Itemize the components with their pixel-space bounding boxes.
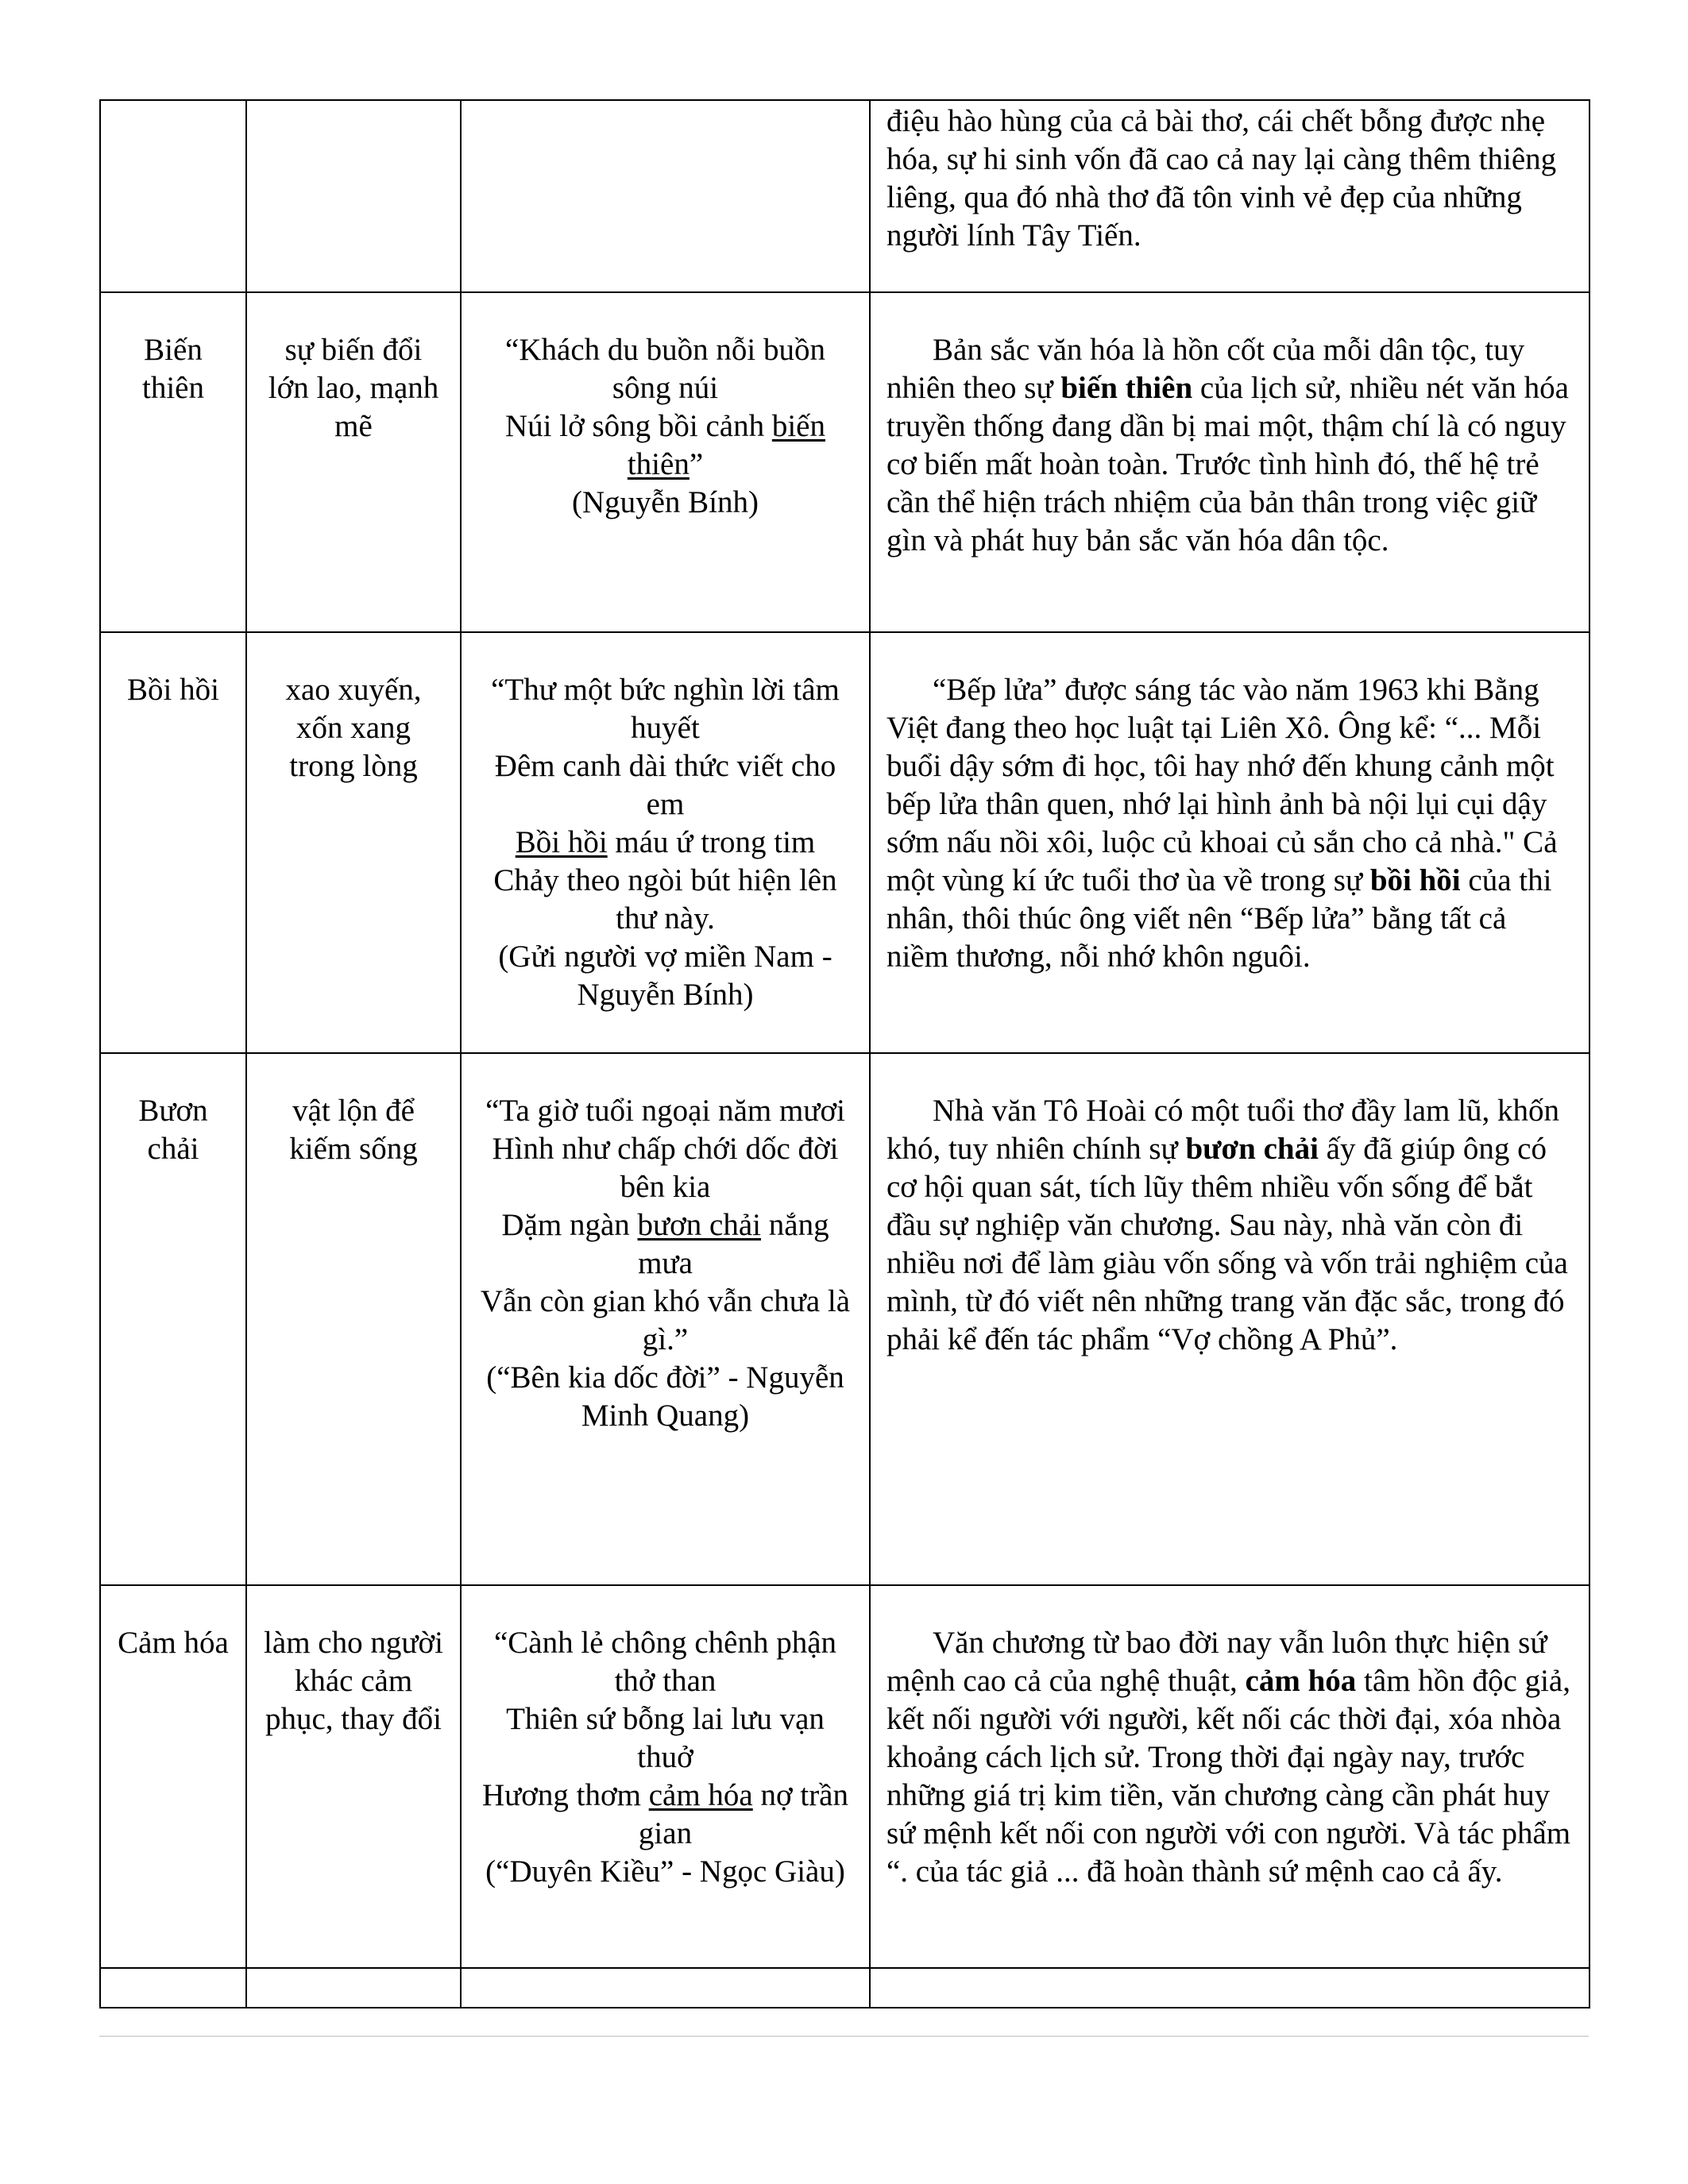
table-row bbox=[100, 1968, 1590, 2008]
poem-line bbox=[479, 484, 852, 522]
poem-line bbox=[479, 1777, 852, 1853]
meaning-cell bbox=[246, 1053, 461, 1585]
poem-line bbox=[479, 824, 852, 862]
table-row bbox=[100, 292, 1590, 632]
table-row bbox=[100, 632, 1590, 1053]
page-footer-divider bbox=[99, 2035, 1589, 2037]
poem-text: “Ta giờ tuổi ngoại năm mươi bbox=[485, 1094, 845, 1128]
example-paragraph-cell bbox=[870, 100, 1590, 292]
poem-line bbox=[479, 938, 852, 1014]
word-cell bbox=[100, 1053, 246, 1585]
poem-quote-cell bbox=[461, 1968, 870, 2008]
table-row bbox=[100, 1053, 1590, 1585]
poem-quote-cell bbox=[461, 292, 870, 632]
paragraph-text: tâm hồn độc giả, kết nối người với người, kết nối các thời đại, xóa nhòa khoảng cách lịch sử. Trong thời đại ngày nay, trước những giá trị kim tiền, văn chương càng cần phát huy sứ mệnh kết nối con người với con người. Và tác phẩm “. của tác giả ... đã hoàn thành sứ mệnh cao cả ấy. bbox=[886, 1664, 1571, 1889]
example-paragraph-cell bbox=[870, 632, 1590, 1053]
poem-text: Dặm ngàn bbox=[501, 1208, 638, 1242]
poem-line bbox=[479, 331, 852, 407]
poem-text: nắng mưa bbox=[638, 1208, 829, 1280]
poem-text: ” bbox=[689, 447, 704, 481]
bold-keyword: bươn chải bbox=[1185, 1132, 1319, 1166]
meaning-text: làm cho người khác cảm phục, thay đổi bbox=[264, 1626, 443, 1736]
poem-line bbox=[479, 1359, 852, 1435]
example-paragraph-cell bbox=[870, 1053, 1590, 1585]
word-cell bbox=[100, 632, 246, 1053]
poem-quote-cell bbox=[461, 632, 870, 1053]
poem-line bbox=[479, 1624, 852, 1700]
poem-line bbox=[479, 1130, 852, 1206]
bold-keyword: biến thiên bbox=[1060, 371, 1193, 405]
poem-line bbox=[479, 1283, 852, 1359]
paragraph-text: của lịch sử, nhiều nét văn hóa truyền thống đang dần bị mai một, thậm chí là có nguy cơ biến mất hoàn toàn. Trước tình hình đó, thế hệ trẻ cần thể hiện trách nhiệm của bản thân trong việc giữ gìn và phát huy bản sắc văn hóa dân tộc. bbox=[886, 371, 1569, 558]
poem-text: Đêm canh dài thức viết cho em bbox=[494, 749, 836, 821]
meaning-text: xao xuyến, xốn xang trong lòng bbox=[285, 673, 422, 783]
word-cell bbox=[100, 1968, 246, 2008]
poem-line bbox=[479, 747, 852, 824]
poem-text: Hương thơm bbox=[481, 1778, 649, 1812]
poem-text: “Khách du buồn nỗi buồn sông núi bbox=[505, 333, 825, 405]
meaning-cell bbox=[246, 100, 461, 292]
poem-text: (“Duyên Kiều” - Ngọc Giàu) bbox=[485, 1854, 845, 1889]
poem-line bbox=[479, 1206, 852, 1283]
paragraph-text: ấy đã giúp ông có cơ hội quan sát, tích lũy thêm nhiều vốn sống để bắt đầu sự nghiệp văn chương. Sau này, nhà văn còn đi nhiều nơi để làm giàu vốn sống và vốn trải nghiệm của mình, từ đó viết nên những trang văn đặc sắc, trong đó phải kể đến tác phẩm “Vợ chồng A Phủ”. bbox=[886, 1132, 1568, 1356]
highlighted-word: Bồi hồi bbox=[515, 825, 608, 859]
highlighted-word: biến thiên bbox=[627, 409, 825, 481]
highlighted-word: cảm hóa bbox=[648, 1778, 753, 1812]
word-text: Cảm hóa bbox=[118, 1626, 229, 1660]
poem-text: Hình như chấp chới dốc đời bên kia bbox=[492, 1132, 839, 1204]
poem-text: (Gửi người vợ miền Nam - Nguyễn Bính) bbox=[498, 940, 832, 1012]
example-paragraph-cell bbox=[870, 1585, 1590, 1968]
poem-text: nợ trần gian bbox=[638, 1778, 848, 1850]
word-text: Bươn chải bbox=[138, 1094, 208, 1166]
vocabulary-table bbox=[99, 99, 1590, 2008]
poem-line bbox=[479, 862, 852, 938]
poem-text: Chảy theo ngòi bút hiện lên thư này. bbox=[493, 863, 837, 936]
word-cell bbox=[100, 1585, 246, 1968]
poem-quote-cell bbox=[461, 1585, 870, 1968]
poem-text: “Cành lẻ chông chênh phận thở than bbox=[493, 1626, 837, 1698]
poem-text: Vẫn còn gian khó vẫn chưa là gì.” bbox=[480, 1284, 851, 1356]
poem-line bbox=[479, 1700, 852, 1777]
example-paragraph-cell bbox=[870, 1968, 1590, 2008]
poem-line bbox=[479, 671, 852, 747]
highlighted-word: bươn chải bbox=[637, 1208, 762, 1242]
meaning-cell bbox=[246, 1968, 461, 2008]
meaning-cell bbox=[246, 632, 461, 1053]
meaning-cell bbox=[246, 1585, 461, 1968]
word-text: Biến thiên bbox=[142, 333, 204, 405]
poem-line bbox=[479, 1853, 852, 1891]
poem-text: Núi lở sông bồi cảnh bbox=[505, 409, 772, 443]
poem-text: “Thư một bức nghìn lời tâm huyết bbox=[491, 673, 840, 745]
poem-text: (Nguyễn Bính) bbox=[571, 485, 759, 519]
paragraph-text: Nhà văn Tô Hoài có một tuổi thơ đầy lam lũ, khốn khó, tuy nhiên chính sự bbox=[886, 1094, 1559, 1166]
poem-quote-cell bbox=[461, 1053, 870, 1585]
meaning-text: vật lộn để kiếm sống bbox=[289, 1094, 418, 1166]
table-row bbox=[100, 100, 1590, 292]
bold-keyword: bồi hồi bbox=[1369, 863, 1461, 897]
poem-text: (“Bên kia dốc đời” - Nguyễn Minh Quang) bbox=[486, 1360, 844, 1433]
poem-text: máu ứ trong tim bbox=[607, 825, 816, 859]
poem-line bbox=[479, 1092, 852, 1130]
poem-line bbox=[479, 407, 852, 484]
word-cell bbox=[100, 292, 246, 632]
poem-text: Thiên sứ bỗng lai lưu vạn thuở bbox=[506, 1702, 825, 1774]
bold-keyword: cảm hóa bbox=[1245, 1664, 1357, 1698]
poem-quote-cell bbox=[461, 100, 870, 292]
word-cell bbox=[100, 100, 246, 292]
paragraph-text: điệu hào hùng của cả bài thơ, cái chết bỗng được nhẹ hóa, sự hi sinh vốn đã cao cả nay lại càng thêm thiêng liêng, qua đó nhà thơ đã tôn vinh vẻ đẹp của những người lính Tây Tiến. bbox=[886, 104, 1557, 253]
meaning-cell bbox=[246, 292, 461, 632]
word-text: Bồi hồi bbox=[127, 673, 219, 707]
paragraph-text: của thi nhân, thôi thúc ông viết nên “Bếp lửa” bằng tất cả niềm thương, nỗi nhớ khôn nguôi. bbox=[886, 863, 1552, 974]
paragraph-text: Bản sắc văn hóa là hồn cốt của mỗi dân tộc, tuy nhiên theo sự bbox=[886, 333, 1525, 405]
example-paragraph-cell bbox=[870, 292, 1590, 632]
paragraph-text: Văn chương từ bao đời nay vẫn luôn thực hiện sứ mệnh cao cả của nghệ thuật, bbox=[886, 1626, 1547, 1698]
table-row bbox=[100, 1585, 1590, 1968]
meaning-text: sự biến đổi lớn lao, mạnh mẽ bbox=[268, 333, 439, 443]
paragraph-text: “Bếp lửa” được sáng tác vào năm 1963 khi Bằng Việt đang theo học luật tại Liên Xô. Ông kể: “... Mỗi buổi dậy sớm đi học, tôi hay nhớ đến khung cảnh một bếp lửa thân quen, nhớ lại hình ảnh bà nội lụi cụi dậy sớm nấu nồi xôi, luộc củ khoai củ sắn cho cả nhà." Cả một vùng kí ức tuổi thơ ùa về trong sự bbox=[886, 673, 1558, 897]
